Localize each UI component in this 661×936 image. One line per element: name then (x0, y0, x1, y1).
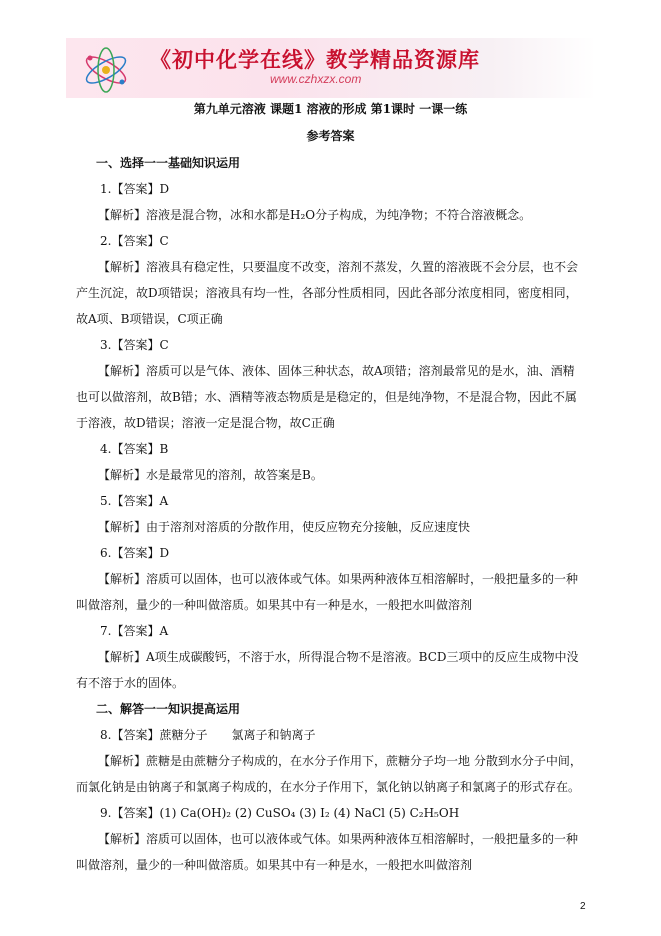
explanation-1: 【解析】溶液是混合物，冰和水都是H₂O分子构成，为纯净物；不符合溶液概念。 (98, 208, 532, 222)
atom-logo-icon (80, 44, 132, 96)
explanation-7: 【解析】A项生成碳酸钙，不溶于水，所得混合物不是溶液。BCD三项中的反应生成物中没有不溶于水的固体。 (76, 650, 579, 690)
answer-9: 9.【答案】(1) Ca(OH)₂ (2) CuSO₄ (3) I₂ (4) NaCl (5) C₂H₅OH (100, 806, 460, 820)
explanation-4: 【解析】水是最常见的溶剂，故答案是B。 (98, 468, 323, 482)
answer-3: 3.【答案】C (100, 338, 169, 352)
explanation-9: 【解析】溶质可以固体，也可以液体或气体。如果两种液体互相溶解时，一般把量多的一种叫做溶剂，量少的一种叫做溶质。如果其中有一种是水，一般把水叫做溶剂 (76, 832, 579, 872)
answer-6: 6.【答案】D (100, 546, 170, 560)
answer-2: 2.【答案】C (100, 234, 169, 248)
brand-url: www.czhxzx.com (270, 72, 362, 86)
answer-1: 1.【答案】D (100, 182, 170, 196)
explanation-6: 【解析】溶质可以固体，也可以液体或气体。如果两种液体互相溶解时，一般把量多的一种叫做溶剂，量少的一种叫做溶质。如果其中有一种是水，一般把水叫做溶剂 (76, 572, 579, 612)
section-heading-basic: 一、选择一一基础知识运用 (96, 156, 241, 170)
answer-5: 5.【答案】A (100, 494, 169, 508)
explanation-5: 【解析】由于溶剂对溶质的分散作用，使反应物充分接触，反应速度快 (98, 520, 471, 534)
document-subtitle: 参考答案 (306, 129, 355, 143)
answer-8: 8.【答案】蔗糖分子 氯离子和钠离子 (100, 728, 316, 742)
answer-7: 7.【答案】A (100, 624, 169, 638)
answer-4: 4.【答案】B (100, 442, 169, 456)
section-heading-advanced: 二、解答一一知识提高运用 (96, 702, 241, 716)
explanation-8: 【解析】蔗糖是由蔗糖分子构成的，在水分子作用下，蔗糖分子均一地 分散到水分子中间，而氯化钠是由钠离子和氯离子构成的，在水分子作用下，氯化钠以钠离子和氯离子的形式存在。 (76, 754, 582, 794)
brand-title: 《初中化学在线》教学精品资源库 (150, 48, 480, 72)
page-number: 2 (580, 901, 586, 912)
explanation-3: 【解析】溶质可以是气体、液体、固体三种状态，故A项错；溶剂最常见的是水，油、酒精也可以做溶剂，故B错；水、酒精等液态物质是是稳定的，但是纯净物，不是混合物，因此不属于溶液，故D错误；溶液一定是混合物，故C正确 (76, 364, 577, 430)
document-title: 第九单元溶液 课题1 溶液的形成 第1课时 一课一练 (193, 102, 468, 116)
answer-content (76, 150, 586, 878)
explanation-2: 【解析】溶液具有稳定性，只要温度不改变，溶剂不蒸发，久置的溶液既不会分层，也不会产生沉淀，故D项错误；溶液具有均一性，各部分性质相同，因此各部分浓度相同，密度相同，故A项、B项错误，C项正确 (76, 260, 579, 326)
